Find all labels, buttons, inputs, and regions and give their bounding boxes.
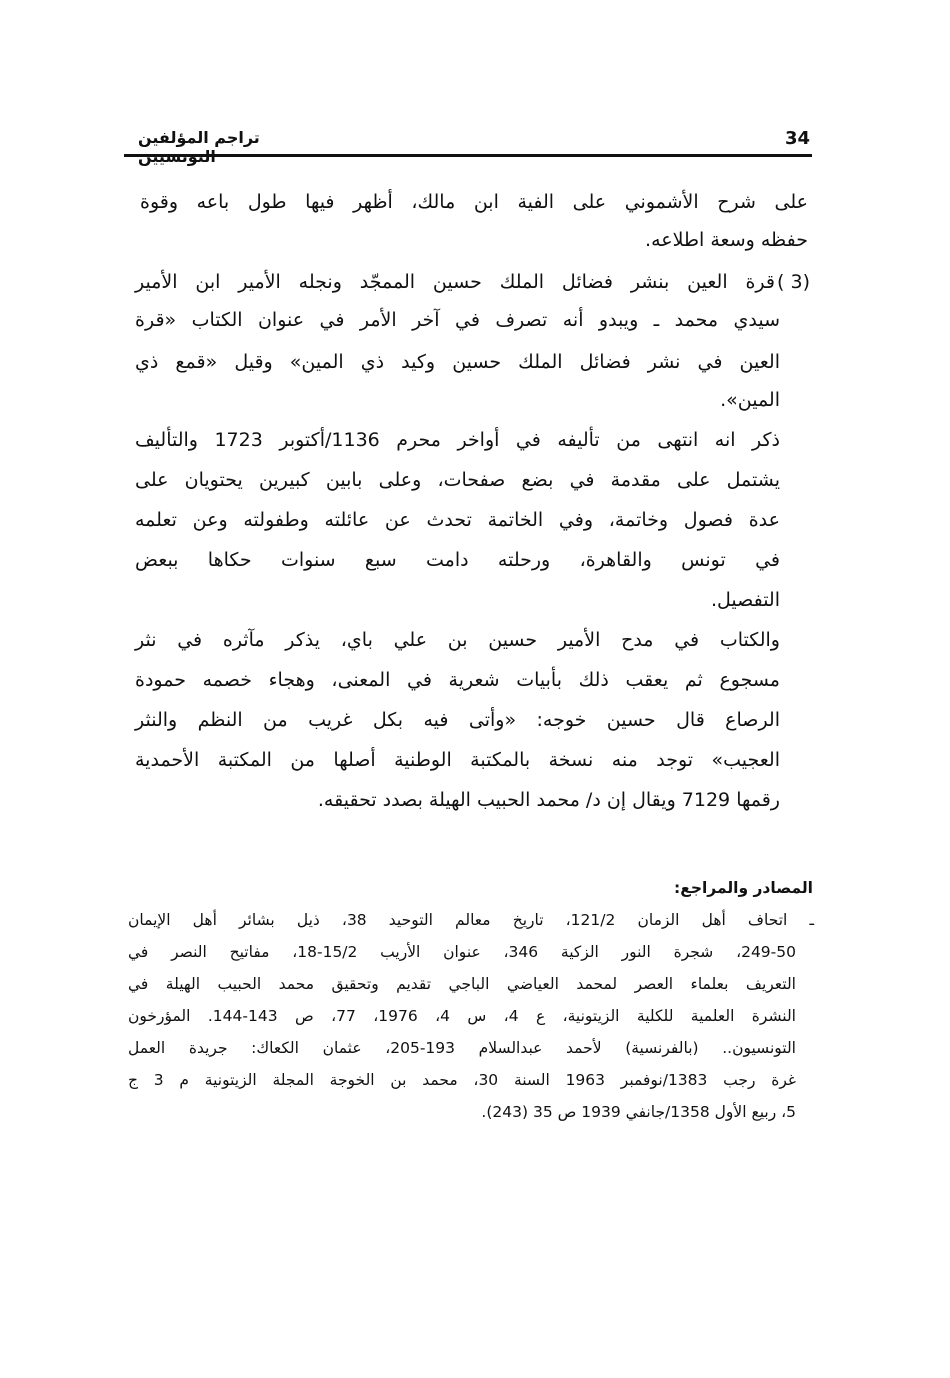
- text-line: المين».: [720, 389, 780, 411]
- running-title: تراجم المؤلفين: [138, 128, 260, 147]
- text-line: رقمها 7129 ويقال إن د/ محمد الحبيب الهيلة بصدد تحقيقه.: [317, 789, 780, 811]
- item-number: (3 ): [777, 271, 810, 293]
- text-line: ذكر انه انتهى من تأليفه في أواخر محرم 1136/أكتوبر 1723 والتأليف: [135, 429, 781, 451]
- text-line: حفظه وسعة اطلاعه.: [645, 229, 808, 251]
- reference-line: التعريف بعلماء العصر لمحمد العياضي الباجي تقديم وتحقيق محمد الحبيب الهيلة في: [128, 975, 796, 993]
- reference-line: غرة رجب 1383/نوفمبر 1963 السنة 30، محمد بن الخوجة المجلة الزيتونية م 3 ج: [128, 1071, 796, 1089]
- page-number: 34: [784, 128, 810, 149]
- text-line: الرصاع قال حسين خوجه: «وأتى فيه بكل غريب من النظم والنثر: [135, 709, 780, 731]
- text-line: العجيب» توجد منه نسخة بالمكتبة الوطنية أصلها من المكتبة الأحمدية: [135, 749, 780, 771]
- references-heading: المصادر والمراجع:: [674, 879, 813, 897]
- text-line: التفصيل.: [710, 589, 780, 611]
- text-line: والكتاب في مدح الأمير حسين بن علي باي، يذكر مآثره في نثر: [135, 629, 780, 651]
- text-line: مسجوع ثم يعقب ذلك بأبيات شعرية في المعنى، وهجاء خصمه حمودة: [135, 669, 780, 691]
- reference-line: 249-50، شجرة النور الزكية 346، عنوان الأريب 15/2-18، مفاتيح النصر في: [128, 943, 796, 961]
- reference-line: التونسيون.. (بالفرنسية) لأحمد عبدالسلام 193-205، عثمان الكعاك: جريدة العمل: [128, 1039, 796, 1057]
- reference-line: النشرة العلمية للكلية الزيتونية، ع 4، س 4، 1976، 77، ص 143-144. المؤرخون: [128, 1007, 796, 1025]
- text-line: على شرح الأشموني على الفية ابن مالك، أظهر فيها طول باعه وقوة: [140, 191, 808, 213]
- header-rule: [124, 154, 812, 157]
- text-line: عدة فصول وخاتمة، وفي الخاتمة تحدث عن عائلته وطفولته وعن تعلمه: [135, 509, 780, 531]
- text-line: العين في نشر فضائل الملك حسين وكيد ذي المين» وقيل «قمع ذي: [135, 351, 780, 373]
- text-line: قرة العين بنشر فضائل الملك حسين الممجّد ونجله الأمير ابن الأمير: [135, 271, 775, 293]
- text-line: في تونس والقاهرة، ورحلته دامت سبع سنوات حكاها ببعض: [135, 549, 780, 571]
- reference-line: ـ اتحاف أهل الزمان 121/2، تاريخ معالم التوحيد 38، ذيل بشائر أهل الإيمان: [128, 911, 815, 929]
- reference-line: 5، ربيع الأول 1358/جانفي 1939 ص 35 (243).: [481, 1103, 796, 1121]
- text-line: سيدي محمد ـ ويبدو أنه تصرف في آخر الأمر في عنوان الكتاب «قرة: [135, 309, 780, 331]
- text-line: يشتمل على مقدمة في بضع صفحات، وعلى بابين كبيرين يحتويان على: [135, 469, 780, 491]
